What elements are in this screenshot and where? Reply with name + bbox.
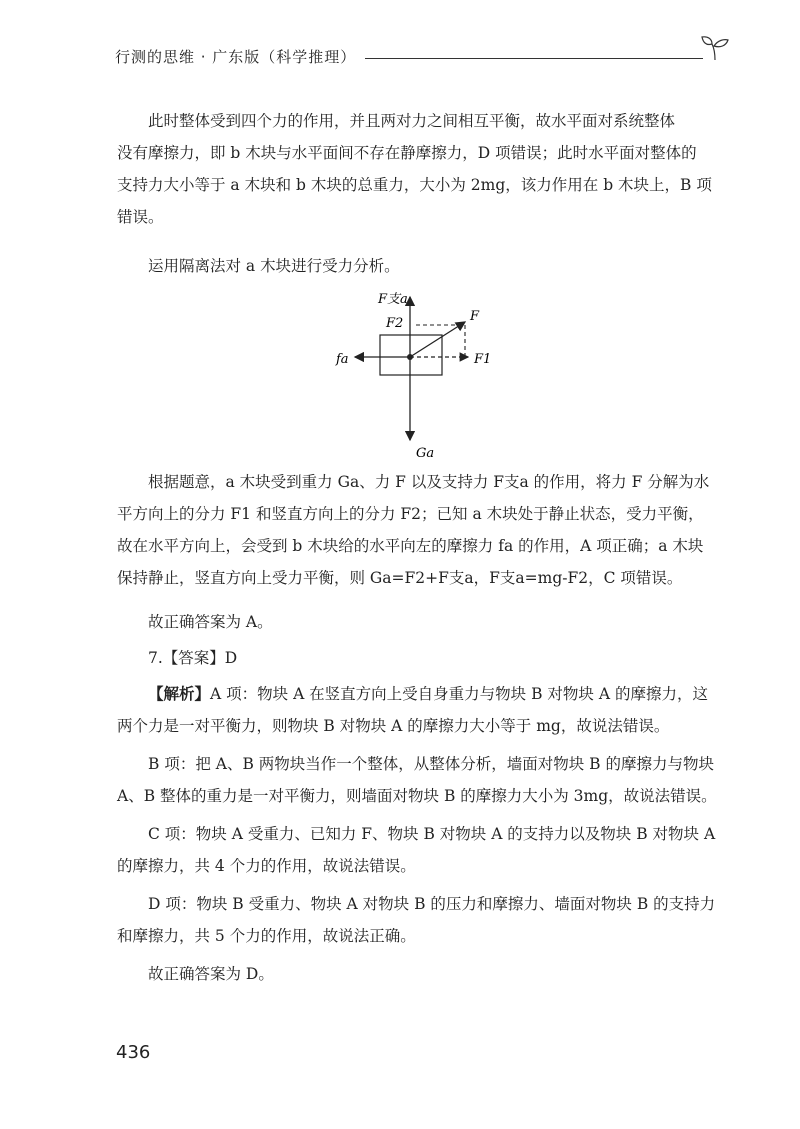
label-ga: Ga: [416, 446, 435, 461]
text-line: 故在水平方向上，会受到 b 木块给的水平向左的摩擦力 fa 的作用，A 项正确；a 木块: [117, 537, 704, 555]
analysis-label: 【解析】: [148, 685, 211, 703]
applied-force-arrow: [410, 322, 465, 357]
text-line: 没有摩擦力，即 b 木块与水平面间不存在静摩擦力，D 项错误；此时水平面对整体的: [117, 144, 697, 162]
answer-label: 7.【答案】D: [148, 649, 238, 667]
paragraph-whole-system: [117, 105, 717, 233]
text-line: C 项：物块 A 受重力、已知力 F、物块 B 对物块 A 的支持力以及物块 B 对物块 A: [148, 825, 716, 843]
sprout-leaf-icon: [700, 34, 730, 62]
question-7-answer: [117, 642, 717, 674]
header-rule: [365, 58, 703, 59]
text-line: 两个力是一对平衡力，则物块 B 对物块 A 的摩擦力大小等于 mg，故说法错误。: [117, 717, 670, 735]
label-f2: F2: [386, 316, 404, 331]
text-line: 故正确答案为 D。: [148, 965, 274, 983]
text-line: 运用隔离法对 a 木块进行受力分析。: [148, 257, 400, 275]
text-line: 根据题意，a 木块受到重力 Ga、力 F 以及支持力 F支a 的作用，将力 F 分解为水: [148, 473, 710, 491]
analysis-option-c: [117, 818, 717, 882]
text-line: 故正确答案为 A。: [148, 613, 273, 631]
label-fa: fa: [336, 352, 349, 367]
analysis-option-b: [117, 748, 717, 812]
text-line: 平方向上的分力 F1 和竖直方向上的分力 F2；已知 a 木块处于静止状态，受力平衡，: [117, 505, 704, 523]
paragraph-answer-a: [117, 606, 717, 638]
text-line: 保持静止，竖直方向上受力平衡，则 Ga=F2+F支a，F支a=mg-F2，C 项错误。: [117, 569, 683, 587]
paragraph-force-analysis: [117, 466, 717, 594]
running-header: [115, 44, 715, 74]
label-f-support: F支a: [378, 292, 408, 307]
text-line: 错误。: [117, 208, 164, 226]
label-f: F: [470, 309, 480, 324]
text-line: D 项：物块 B 受重力、物块 A 对物块 B 的压力和摩擦力、墙面对物块 B 的支持力: [148, 895, 716, 913]
text-line: 和摩擦力，共 5 个力的作用，故说法正确。: [117, 927, 416, 945]
header-title: 行测的思维 · 广东版（科学推理）: [115, 48, 357, 66]
text-line: A、B 整体的重力是一对平衡力，则墙面对物块 B 的摩擦力大小为 3mg，故说法错误。: [117, 787, 717, 805]
force-diagram: [320, 285, 500, 465]
label-f1: F1: [474, 352, 492, 367]
page-number: 436: [116, 1042, 151, 1063]
text-line: 的摩擦力，共 4 个力的作用，故说法错误。: [117, 857, 416, 875]
analysis-option-d: [117, 888, 717, 952]
paragraph-isolation-method: [117, 250, 717, 282]
text-line: 此时整体受到四个力的作用，并且两对力之间相互平衡，故水平面对系统整体: [148, 112, 676, 130]
analysis-option-a: [117, 678, 717, 742]
text-line: 支持力大小等于 a 木块和 b 木块的总重力，大小为 2mg，该力作用在 b 木块上，B 项: [117, 176, 712, 194]
text-line: B 项：把 A、B 两物块当作一个整体，从整体分析，墙面对物块 B 的摩擦力与物块: [148, 755, 715, 773]
paragraph-answer-d: [117, 958, 717, 990]
text-line: A 项：物块 A 在竖直方向上受自身重力与物块 B 对物块 A 的摩擦力，这: [210, 685, 708, 703]
